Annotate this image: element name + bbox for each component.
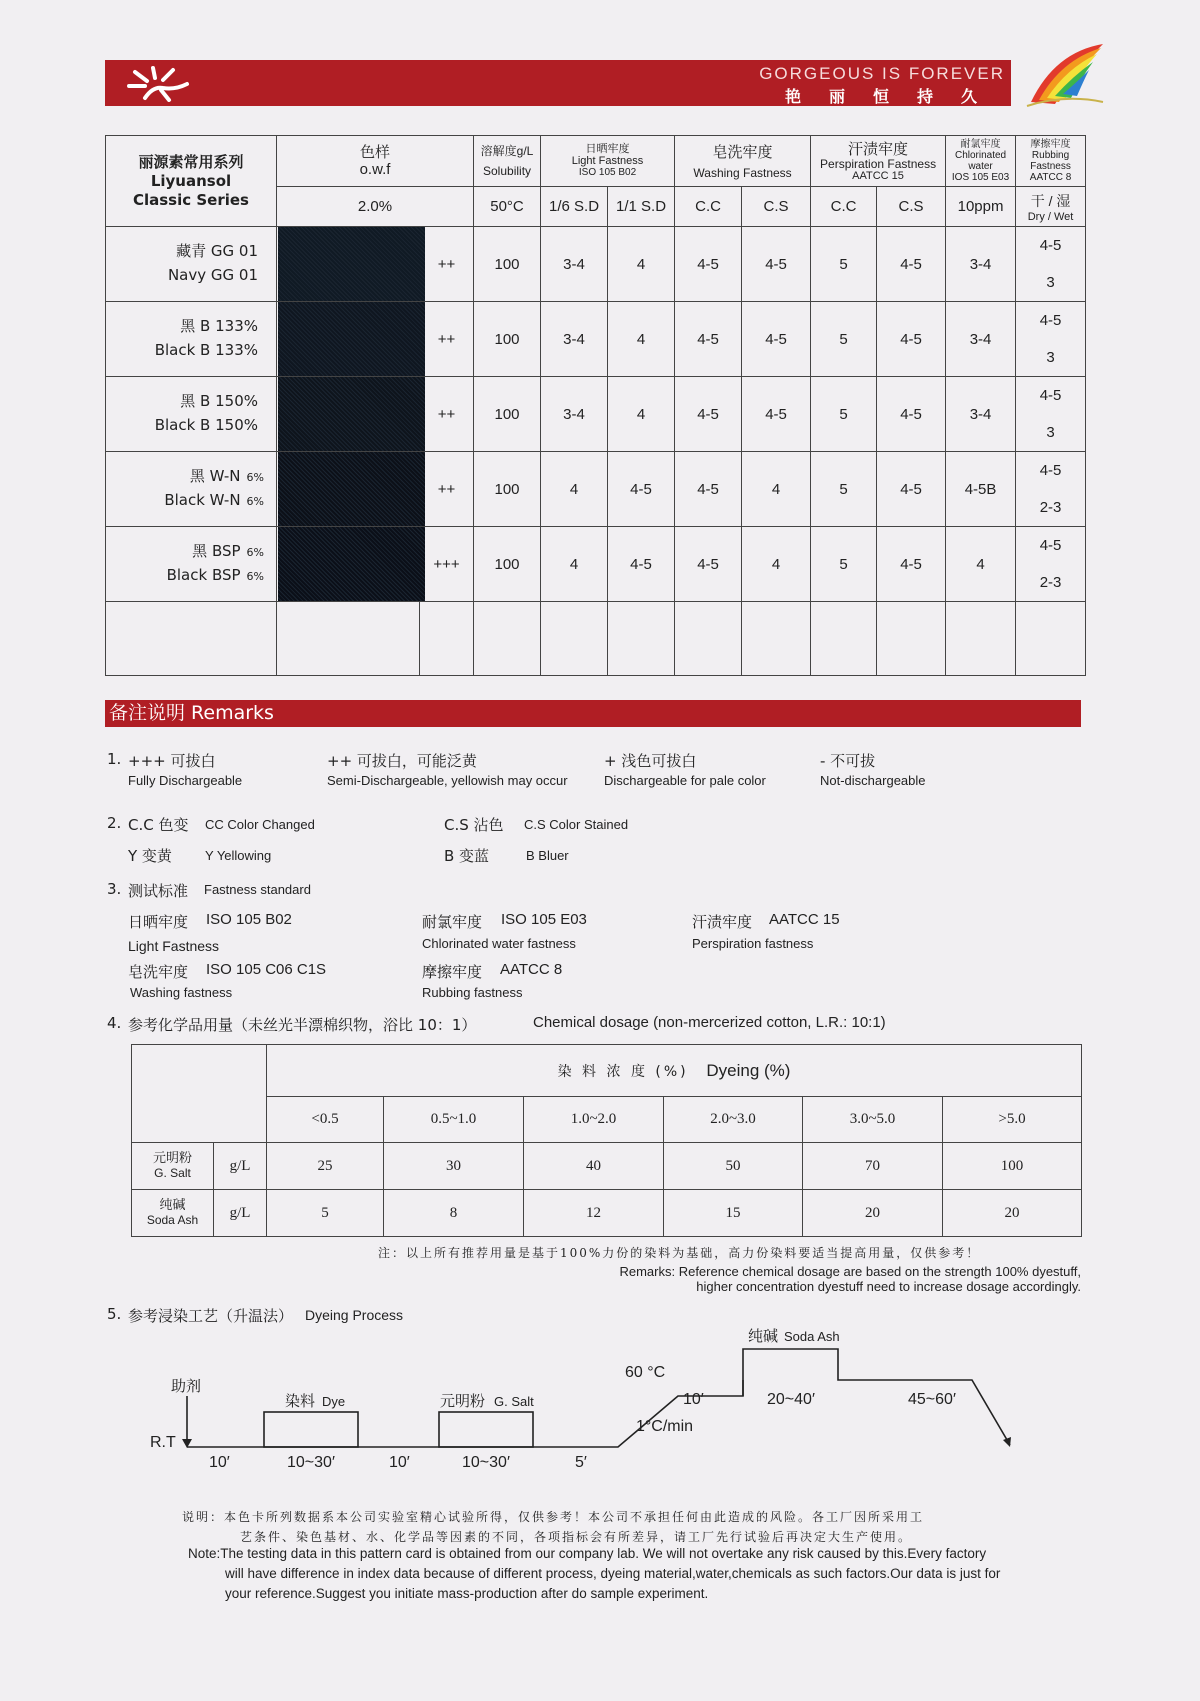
dosage-value: 8 (384, 1190, 524, 1237)
std-wash-val: ISO 105 C06 C1S (206, 961, 327, 978)
soda-label-cn: 纯碱 (748, 1327, 779, 1345)
light-sub-1: 1/6 S.D (541, 187, 608, 227)
rub-sub-en: Dry / Wet (1027, 210, 1074, 223)
dye-label-cn: 染料 (285, 1392, 316, 1410)
remark-1a-cn: +++ 可拔白 (128, 752, 216, 770)
rating-pcs: 4-5 (877, 452, 946, 527)
dosage-value: 50 (664, 1143, 803, 1190)
dye-name-cn-text: 黑 BSP (192, 542, 241, 560)
dye-range: 1.0~2.0 (524, 1097, 664, 1143)
rub-cn: 摩擦牢度 (1030, 139, 1071, 150)
dye-name-cn-text: 黑 W-N (189, 467, 241, 485)
dosage-header-en: Dyeing (%) (706, 1060, 791, 1080)
series-cn: 丽源素常用系列 (138, 152, 244, 171)
chlor-cn: 耐氯牢度 (960, 139, 1001, 150)
dosage-note-cn: 注：以上所有推荐用量是基于100%力份的染料为基础，高力份染料要适当提高用量，仅供参考！ (378, 1246, 981, 1260)
std-persp-cn: 汗渍牢度 (692, 913, 753, 931)
dye-pct: 6% (246, 570, 264, 583)
rating-chl: 3-4 (946, 227, 1016, 302)
rating-pcc: 5 (811, 452, 877, 527)
temp-label: 60 °C (625, 1364, 666, 1381)
rub-wet: 3 (1046, 349, 1055, 366)
time-5: 5′ (575, 1454, 587, 1471)
b-en: B Bluer (526, 848, 569, 863)
rating-wcs: 4 (742, 527, 811, 602)
std-rub-en: Rubbing fastness (422, 985, 523, 1000)
std-wash-cn: 皂洗牢度 (128, 963, 189, 981)
remark-1b-cn: ++ 可拔白，可能泛黄 (327, 752, 477, 770)
dye-range: 2.0~3.0 (664, 1097, 803, 1143)
rating-pcs: 4-5 (877, 377, 946, 452)
rating-pcc: 5 (811, 227, 877, 302)
dye-pct: 6% (246, 471, 264, 484)
rating-l1: 4 (541, 452, 608, 527)
chemical-en: G. Salt (154, 1166, 191, 1180)
std-rub-val: AATCC 8 (500, 961, 563, 978)
rating-sol: 100 (474, 452, 541, 527)
std-persp-val: AATCC 15 (769, 911, 840, 928)
rating-sol: 100 (474, 377, 541, 452)
remark-2-num: 2. (107, 814, 122, 832)
std-chlor-cn: 耐氯牢度 (422, 913, 483, 931)
rub-en1: Rubbing (1031, 150, 1070, 161)
dosage-value: 12 (524, 1190, 664, 1237)
rub-wet: 2-3 (1039, 574, 1062, 591)
rating-pcs: 4-5 (877, 527, 946, 602)
std-persp-en: Perspiration fastness (692, 936, 814, 951)
chlor-ppm: 10ppm (946, 187, 1016, 227)
dye-name-en-text: Black BSP (166, 566, 241, 584)
time-4: 10~30′ (462, 1454, 510, 1471)
rating-sol: 100 (474, 527, 541, 602)
y-cn: Y 变黄 (128, 847, 172, 865)
process-title-cn: 参考浸染工艺（升温法） (128, 1307, 294, 1325)
time-2: 10~30′ (287, 1454, 335, 1471)
cc-en: CC Color Changed (205, 817, 315, 832)
remark-1c-en: Dischargeable for pale color (604, 773, 766, 788)
rating-l1: 3-4 (541, 227, 608, 302)
rating-l2: 4 (608, 377, 675, 452)
time-8: 45~60′ (908, 1391, 956, 1408)
dye-range: 0.5~1.0 (384, 1097, 524, 1143)
dosage-value: 5 (267, 1190, 384, 1237)
dye-range: >5.0 (943, 1097, 1082, 1143)
time-3: 10′ (389, 1454, 410, 1471)
rub-en2: Fastness (1030, 161, 1071, 172)
solubility-temp: 50°C (474, 187, 541, 227)
remark-3-title-cn: 测试标准 (128, 882, 189, 900)
process-num: 5. (107, 1305, 122, 1323)
discharge-rating: ++ (420, 227, 474, 302)
salt-box (439, 1412, 533, 1447)
rub-dry: 4-5 (1039, 462, 1062, 479)
sample-cn: 色样 (360, 144, 391, 161)
dye-name-cn-text: 黑 B 150% (180, 392, 258, 410)
auxiliary-label: 助剂 (171, 1377, 202, 1395)
soda-label-en: Soda Ash (784, 1329, 840, 1344)
std-chlor-val: ISO 105 E03 (501, 911, 587, 928)
persp-std: AATCC 15 (852, 169, 904, 182)
dosage-header-cn: 染 料 浓 度 (%) (557, 1063, 689, 1080)
solubility-en: Solubility (483, 164, 532, 178)
dosage-note-en2: higher concentration dyestuff need to increase dosage accordingly. (696, 1279, 1081, 1294)
remark-1a-en: Fully Dischargeable (128, 773, 243, 788)
chlor-std: IOS 105 E03 (951, 172, 1010, 183)
persp-cn: 汗渍牢度 (848, 140, 909, 158)
remark-4-title-cn: 参考化学品用量（未丝光半漂棉织物，浴比 10：1） (128, 1016, 477, 1034)
wash-sub-cs: C.S (742, 187, 811, 227)
dosage-value: 40 (524, 1143, 664, 1190)
remark-4-num: 4. (107, 1014, 122, 1032)
rate-label: 1°C/min (636, 1418, 694, 1435)
dye-box (264, 1412, 358, 1447)
rating-l2: 4-5 (608, 527, 675, 602)
dye-pct: 6% (246, 495, 264, 508)
process-title-en: Dyeing Process (305, 1307, 404, 1323)
remark-1b-en: Semi-Dischargeable, yellowish may occur (327, 773, 568, 788)
rub-wet: 2-3 (1039, 499, 1062, 516)
rating-wcc: 4-5 (675, 527, 742, 602)
unit-cell: g/L (214, 1190, 267, 1237)
remark-1d-cn: - 不可拔 (820, 752, 876, 770)
dosage-note-en1: Remarks: Reference chemical dosage are based on the strength 100% dyestuff, (619, 1264, 1081, 1279)
std-light-en: Light Fastness (128, 938, 220, 954)
rating-wcs: 4-5 (742, 377, 811, 452)
rub-dry: 4-5 (1039, 537, 1062, 554)
wash-en: Washing Fastness (693, 165, 792, 180)
rating-sol: 100 (474, 227, 541, 302)
rt-label: R.T (150, 1434, 176, 1451)
discharge-rating: ++ (420, 452, 474, 527)
wash-cn: 皂洗牢度 (712, 143, 773, 161)
rub-sub-cn: 干 / 湿 (1030, 192, 1071, 209)
dosage-value: 25 (267, 1143, 384, 1190)
remark-3-num: 3. (107, 880, 122, 898)
rating-wcs: 4-5 (742, 227, 811, 302)
dye-range: <0.5 (267, 1097, 384, 1143)
rating-l2: 4 (608, 302, 675, 377)
footer-en-1: Note:The testing data in this pattern card is obtained from our company lab. We will not overtake any risk caused by this.Every factory (188, 1546, 987, 1561)
dosage-value: 100 (943, 1143, 1082, 1190)
light-std: ISO 105 B02 (578, 167, 637, 178)
rating-l1: 3-4 (541, 377, 608, 452)
remarks-band: 备注说明 Remarks (105, 700, 1081, 727)
rating-pcc: 5 (811, 527, 877, 602)
remark-1c-cn: + 浅色可拔白 (604, 752, 697, 770)
light-cn: 日晒牢度 (585, 143, 630, 155)
rating-wcc: 4-5 (675, 302, 742, 377)
rating-wcc: 4-5 (675, 227, 742, 302)
rating-wcc: 4-5 (675, 377, 742, 452)
discharge-rating: ++ (420, 302, 474, 377)
end-arrowhead (1003, 1437, 1011, 1447)
rating-chl: 4-5B (946, 452, 1016, 527)
persp-sub-cs: C.S (877, 187, 946, 227)
salt-label-cn: 元明粉 (440, 1392, 486, 1410)
footer-en-3: your reference.Suggest you initiate mass-production after do sample experiment. (225, 1586, 709, 1601)
persp-en: Perspiration Fastness (820, 156, 937, 171)
dye-name-cn-text: 藏青 GG 01 (176, 242, 258, 260)
rating-chl: 3-4 (946, 302, 1016, 377)
std-light-val: ISO 105 B02 (206, 911, 292, 928)
dosage-value: 15 (664, 1190, 803, 1237)
rub-dry: 4-5 (1039, 312, 1062, 329)
remark-4-title-en: Chemical dosage (non-mercerized cotton, L.R.: 10:1) (533, 1014, 886, 1031)
dye-name-cn-text: 黑 B 133% (180, 317, 258, 335)
footer-cn-2: 艺条件、染色基材、水、化学品等因素的不同，各项指标会有所差异，请工厂先行试验后再决定大生产使用。 (240, 1530, 913, 1544)
persp-sub-cc: C.C (811, 187, 877, 227)
cs-cn: C.S 沾色 (444, 816, 504, 834)
footer-en-2: will have difference in index data because of different process, dyeing material,water,chemicals as such factors.Our data is just for (225, 1566, 1001, 1581)
rub-wet: 3 (1046, 424, 1055, 441)
rating-wcs: 4-5 (742, 302, 811, 377)
light-en: Light Fastness (571, 155, 644, 167)
rating-wcs: 4 (742, 452, 811, 527)
std-wash-en: Washing fastness (130, 985, 233, 1000)
sample-owf-value: 2.0% (277, 187, 474, 227)
chlor-en2: water (968, 161, 993, 172)
slogan-en: GORGEOUS IS FOREVER (759, 64, 1005, 83)
rating-l2: 4 (608, 227, 675, 302)
rating-sol: 100 (474, 302, 541, 377)
dye-pct: 6% (246, 546, 264, 559)
std-rub-cn: 摩擦牢度 (422, 963, 483, 981)
time-7: 20~40′ (767, 1391, 815, 1408)
series-en2: Classic Series (132, 190, 249, 209)
wash-sub-cc: C.C (675, 187, 742, 227)
footer-cn-1: 说明：本色卡所列数据系本公司实验室精心试验所得，仅供参考！本公司不承担任何由此造成的风险。各工厂因所采用工 (182, 1510, 925, 1524)
unit-cell: g/L (214, 1143, 267, 1190)
solubility-cn: 溶解度g/L (480, 144, 534, 158)
rating-wcc: 4-5 (675, 452, 742, 527)
dosage-value: 20 (803, 1190, 943, 1237)
rub-dry: 4-5 (1039, 237, 1062, 254)
rating-pcs: 4-5 (877, 302, 946, 377)
dosage-value: 20 (943, 1190, 1082, 1237)
sample-en: o.w.f (359, 161, 391, 178)
y-en: Y Yellowing (205, 848, 272, 863)
std-chlor-en: Chlorinated water fastness (422, 936, 576, 951)
rating-l1: 4 (541, 527, 608, 602)
rating-chl: 3-4 (946, 377, 1016, 452)
remark-3-title-en: Fastness standard (204, 882, 311, 897)
b-cn: B 变蓝 (444, 847, 490, 865)
dye-name-en-text: Black B 150% (154, 416, 258, 434)
std-light-cn: 日晒牢度 (128, 913, 189, 931)
series-en1: Liyuansol (150, 171, 232, 190)
cc-cn: C.C 色变 (128, 816, 189, 834)
cs-en: C.S Color Stained (524, 817, 629, 832)
slogan-cn: 艳丽恒持久 (784, 87, 1005, 106)
discharge-rating: ++ (420, 377, 474, 452)
time-1: 10′ (209, 1454, 230, 1471)
rating-pcc: 5 (811, 377, 877, 452)
chemical-cn: 纯碱 (159, 1198, 186, 1213)
dye-name-en-text: Navy GG 01 (167, 266, 258, 284)
dosage-value: 70 (803, 1143, 943, 1190)
dye-name-en-text: Black B 133% (154, 341, 258, 359)
time-6: 10′ (683, 1391, 704, 1408)
dosage-value: 30 (384, 1143, 524, 1190)
rating-l2: 4-5 (608, 452, 675, 527)
rating-l1: 3-4 (541, 302, 608, 377)
chemical-cn: 元明粉 (152, 1151, 192, 1166)
dye-label-en: Dye (322, 1394, 346, 1409)
chemical-en: Soda Ash (146, 1213, 199, 1227)
discharge-rating: +++ (420, 527, 474, 602)
rating-pcs: 4-5 (877, 227, 946, 302)
light-sub-2: 1/1 S.D (608, 187, 675, 227)
dye-range: 3.0~5.0 (803, 1097, 943, 1143)
rating-chl: 4 (946, 527, 1016, 602)
rub-dry: 4-5 (1039, 387, 1062, 404)
rub-wet: 3 (1046, 274, 1055, 291)
chlor-en1: Chlorinated (954, 150, 1007, 161)
rub-std: AATCC 8 (1029, 172, 1072, 183)
salt-label-en: G. Salt (494, 1394, 534, 1409)
remark-1-num: 1. (107, 750, 122, 768)
dye-name-en-text: Black W-N (164, 491, 241, 509)
remark-1d-en: Not-dischargeable (820, 773, 926, 788)
rating-pcc: 5 (811, 302, 877, 377)
